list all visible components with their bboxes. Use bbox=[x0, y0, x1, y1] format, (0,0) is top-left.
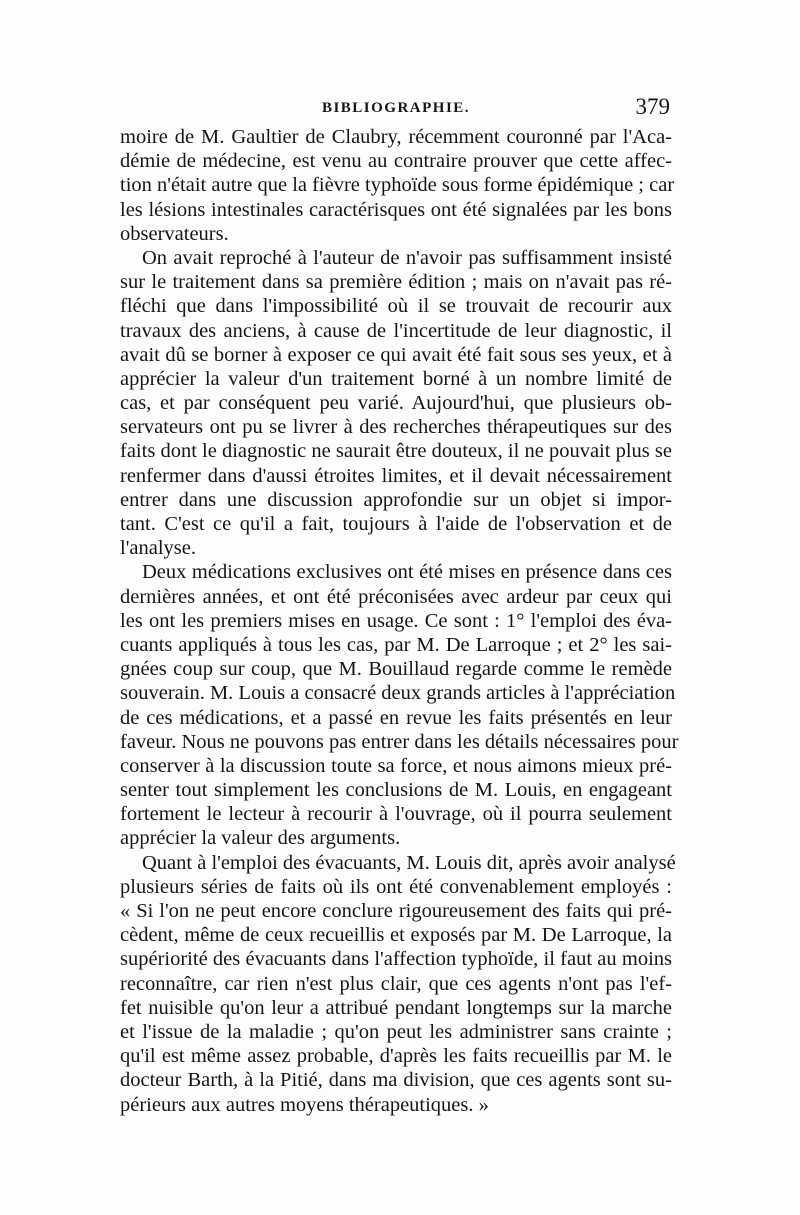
text-line: dernières années, et ont été préconisées avec ardeur par ceux qui bbox=[120, 585, 672, 608]
page-number: 379 bbox=[635, 94, 670, 119]
text-line: cèdent, même de ceux recueillis et exposés par M. De Larroque, la bbox=[120, 924, 672, 947]
text-line: conserver à la discussion toute sa force, et nous aimons mieux pré- bbox=[120, 754, 672, 777]
text-line: cas, et par conséquent peu varié. Aujourd'hui, que plusieurs ob- bbox=[120, 392, 672, 415]
text-line: faits dont le diagnostic ne saurait être douteux, il ne pouvait plus se bbox=[120, 440, 672, 463]
text-line: faveur. Nous ne pouvons pas entrer dans les détails nécessaires pour bbox=[120, 730, 679, 753]
text-line: tion n'était autre que la fièvre typhoïde sous forme épidémique ; car bbox=[120, 174, 675, 197]
text-line: Deux médications exclusives ont été mises en présence dans ces bbox=[142, 561, 672, 584]
running-head: BIBLIOGRAPHIE. bbox=[321, 100, 471, 116]
text-line: entrer dans une discussion approfondie sur un objet si impor- bbox=[120, 488, 672, 511]
text-line: sur le traitement dans sa première édition ; mais on n'avait pas ré- bbox=[120, 271, 672, 294]
text-line: fléchi que dans l'impossibilité où il se trouvait de recourir aux bbox=[120, 295, 672, 318]
text-line: reconnaître, car rien n'est plus clair, que ces agents n'ont pas l'ef- bbox=[120, 972, 672, 995]
text-line: souverain. M. Louis a consacré deux grands articles à l'appréciation bbox=[120, 682, 676, 705]
text-line: l'analyse. bbox=[120, 537, 196, 560]
text-line: Quant à l'emploi des évacuants, M. Louis dit, après avoir analysé bbox=[142, 851, 676, 874]
text-line: « Si l'on ne peut encore conclure rigoureusement des faits qui pré- bbox=[120, 900, 672, 922]
body-text bbox=[120, 125, 679, 1117]
text-line: de ces médications, et a passé en revue les faits présentés en leur bbox=[120, 706, 672, 729]
text-line: apprécier la valeur des arguments. bbox=[120, 827, 401, 850]
text-line: gnées coup sur coup, que M. Bouillaud regarde comme le remède bbox=[120, 658, 672, 681]
text-line: les ont les premiers mises en usage. Ce sont : 1° l'emploi des éva- bbox=[120, 609, 672, 632]
paragraph bbox=[120, 246, 672, 560]
text-line: servateurs ont pu se livrer à des recherches thérapeutiques sur des bbox=[120, 416, 672, 439]
text-line: fet nuisible qu'on leur a attribué pendant longtemps sur la marche bbox=[120, 996, 672, 1019]
paragraph bbox=[120, 125, 675, 246]
text-line: renfermer dans d'aussi étroites limites, et il devait nécessairement bbox=[120, 464, 672, 487]
text-line: et l'issue de la maladie ; qu'on peut les administrer sans crainte ; bbox=[120, 1020, 672, 1043]
text-line: travaux des anciens, à cause de l'incertitude de leur diagnostic, il bbox=[120, 319, 672, 342]
page-header bbox=[120, 94, 672, 124]
paragraph bbox=[120, 560, 679, 850]
text-line: les lésions intestinales caractérisques ont été signalées par les bons bbox=[120, 198, 672, 221]
text-line: observateurs. bbox=[120, 222, 229, 245]
text-line: périeurs aux autres moyens thérapeutiques. » bbox=[120, 1093, 489, 1116]
text-line: avait dû se borner à exposer ce qui avait été fait sous ses yeux, et à bbox=[120, 343, 672, 366]
text-line: plusieurs séries de faits où ils ont été convenablement employés : bbox=[120, 875, 672, 898]
text-line: tant. C'est ce qu'il a fait, toujours à l'aide de l'observation et de bbox=[120, 513, 672, 535]
text-line: cuants appliqués à tous les cas, par M. De Larroque ; et 2° les sai- bbox=[120, 633, 672, 656]
paragraph bbox=[120, 851, 676, 1117]
text-line: démie de médecine, est venu au contraire prouver que cette affec- bbox=[120, 150, 672, 173]
text-line: moire de M. Gaultier de Claubry, récemment couronné par l'Aca- bbox=[120, 126, 672, 148]
text-line: qu'il est même assez probable, d'après les faits recueillis par M. le bbox=[120, 1045, 672, 1068]
text-line: apprécier la valeur d'un traitement borné à un nombre limité de bbox=[120, 367, 672, 390]
text-line: docteur Barth, à la Pitié, dans ma division, que ces agents sont su- bbox=[120, 1069, 672, 1092]
text-line: fortement le lecteur à recourir à l'ouvrage, où il pourra seulement bbox=[120, 803, 672, 826]
text-line: senter tout simplement les conclusions de M. Louis, en engageant bbox=[120, 779, 672, 802]
text-line: On avait reproché à l'auteur de n'avoir pas suffisamment insisté bbox=[142, 246, 672, 269]
text-line: supériorité des évacuants dans l'affection typhoïde, il faut au moins bbox=[120, 948, 672, 971]
